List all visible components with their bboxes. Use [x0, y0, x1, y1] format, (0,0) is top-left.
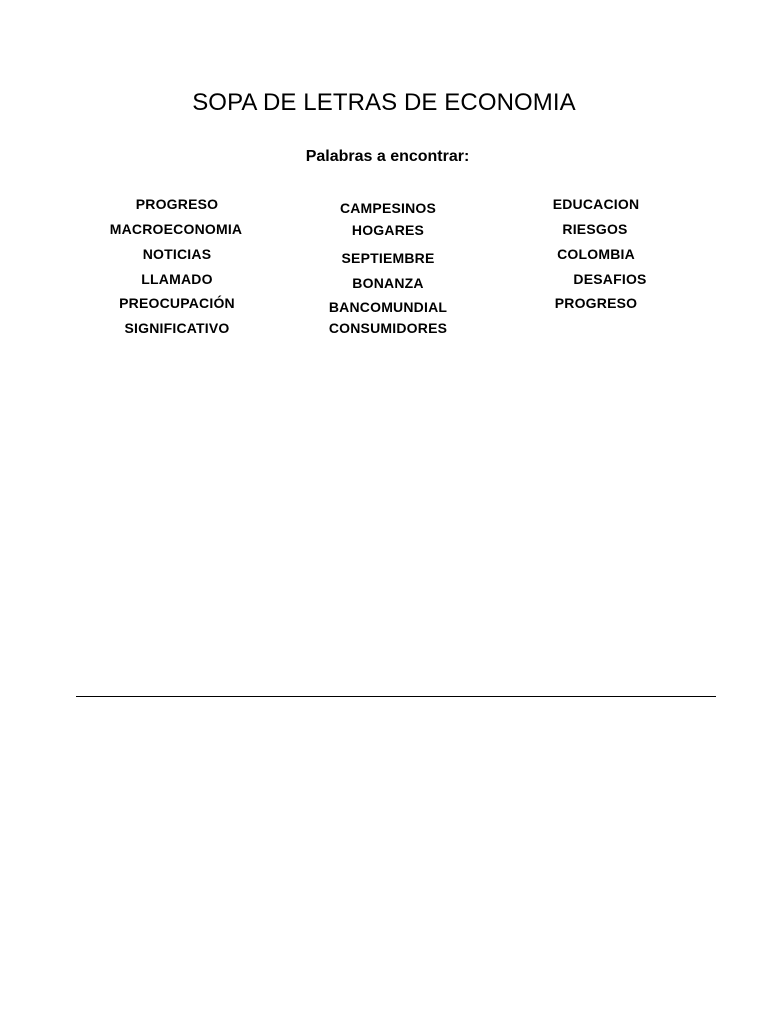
word-item: CAMPESINOS: [339, 200, 437, 216]
word-item: HOGARES: [351, 222, 425, 238]
word-item: COLOMBIA: [557, 246, 635, 262]
word-item: CONSUMIDORES: [328, 320, 448, 336]
word-item: SEPTIEMBRE: [341, 250, 435, 266]
word-item: SIGNIFICATIVO: [124, 320, 230, 336]
word-list-heading: Palabras a encontrar:: [305, 148, 470, 165]
word-item: BONANZA: [352, 275, 424, 291]
word-item: LLAMADO: [141, 271, 213, 287]
page-title: SOPA DE LETRAS DE ECONOMIA: [192, 89, 576, 116]
horizontal-rule: [76, 696, 716, 697]
word-item: PROGRESO: [135, 196, 219, 212]
word-item: RIESGOS: [562, 221, 628, 237]
word-item: EDUCACION: [552, 196, 640, 212]
word-item: PREOCUPACIÓN: [119, 295, 235, 311]
word-item: BANCOMUNDIAL: [328, 299, 448, 315]
word-item: DESAFIOS: [573, 271, 647, 287]
word-item: PROGRESO: [554, 295, 638, 311]
word-item: NOTICIAS: [142, 246, 212, 262]
word-item: MACROECONOMIA: [109, 221, 243, 237]
